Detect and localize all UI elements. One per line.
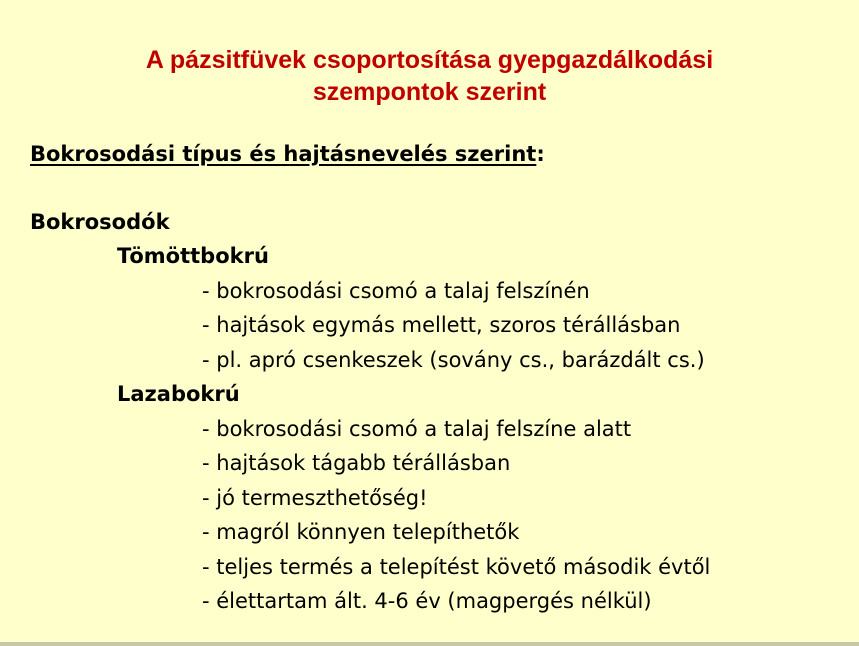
bullet-item: - magról könnyen telepíthetők [202, 520, 520, 544]
bullet-item: - bokrosodási csomó a talaj felszíne alatt [202, 417, 632, 441]
slide-title-line-1: A pázsitfüvek csoportosítása gyepgazdálkodási [145, 46, 714, 74]
bullet-item: - élettartam ált. 4-6 év (magpergés nélkül) [202, 589, 652, 613]
bottom-edge-divider [0, 642, 859, 646]
subgroup-heading-tomottbokru: Tömöttbokrú [117, 244, 269, 268]
bullet-item: - hajtások tágabb térállásban [202, 451, 511, 475]
group-heading: Bokrosodók [30, 210, 170, 234]
bullet-item: - bokrosodási csomó a talaj felszínén [202, 279, 590, 303]
bullet-item: - jó termeszthetőség! [202, 486, 428, 510]
slide-title-line-2: szempontok szerint [312, 78, 547, 106]
bullet-item: - pl. apró csenkeszek (sovány cs., barázdált cs.) [202, 348, 705, 372]
subgroup-heading-lazabokru: Lazabokrú [117, 382, 240, 406]
section-subheading [30, 140, 545, 168]
slide-title [0, 44, 859, 108]
bullet-item: - teljes termés a telepítést követő második évtől [202, 555, 711, 579]
section-subheading-text: Bokrosodási típus és hajtásnevelés szerint [30, 142, 537, 166]
bullet-item: - hajtások egymás mellett, szoros térállásban [202, 313, 681, 337]
section-subheading-colon: : [536, 142, 545, 166]
